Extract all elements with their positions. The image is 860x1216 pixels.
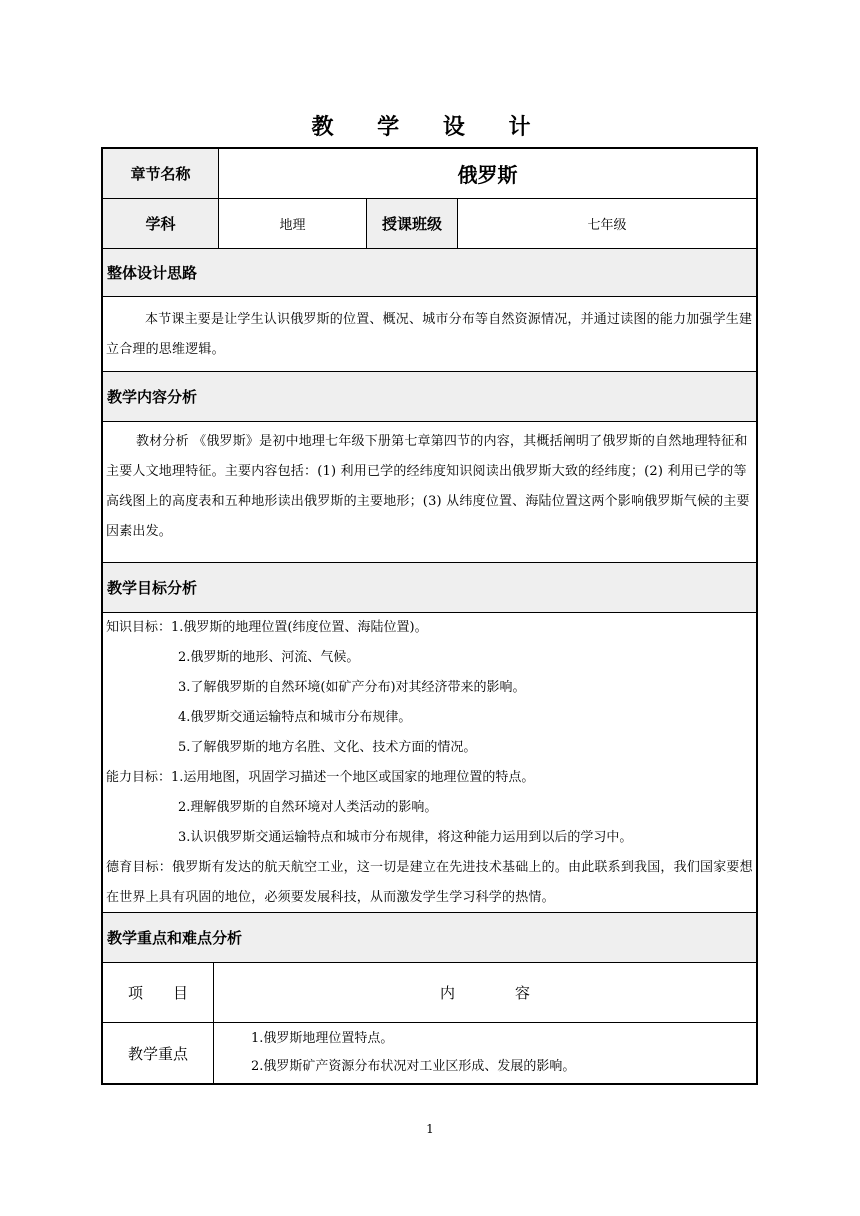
knowledge-item: 2.俄罗斯的地形、河流、气候。 [178,650,360,665]
row-label: 教学重点 [103,1023,214,1083]
ability-label: 能力目标： [106,770,172,785]
content-heading: 教学内容分析 [107,388,198,406]
knowledge-item: 3.了解俄罗斯的自然环境(如矿产分布)对其经济带来的影响。 [178,680,526,695]
moral-text: 俄罗斯有发达的航天航空工业，这一切是建立在先进技术基础上的。由此联系到我国，我们国家要想在世界上具有巩固的地位，必须要发展科技，从而激发学生学习科学的热情。 [106,860,753,905]
subject-label: 学科 [103,199,219,248]
keypoint-item: 1.俄罗斯地理位置特点。 [251,1031,394,1046]
keypoints-heading: 教学重点和难点分析 [107,929,243,947]
ability-item: 1.运用地图，巩固学习描述一个地区或国家的地理位置的特点。 [171,770,535,785]
class-label: 授课班级 [367,199,458,248]
keypoints-heading-row [103,913,756,963]
overall-text: 本节课主要是让学生认识俄罗斯的位置、概况、城市分布等自然资源情况，并通过读图的能力加强学生建立合理的思维逻辑。 [106,312,753,357]
overall-heading: 整体设计思路 [107,264,198,282]
moral-label: 德育目标： [106,860,173,875]
ability-item: 3.认识俄罗斯交通运输特点和城市分布规律，将这种能力运用到以后的学习中。 [178,830,633,845]
content-body [103,422,756,563]
chapter-value: 俄罗斯 [457,163,518,187]
overall-heading-row [103,249,756,297]
ability-item: 2.理解俄罗斯的自然环境对人类活动的影响。 [178,800,438,815]
knowledge-item: 4.俄罗斯交通运输特点和城市分布规律。 [178,710,412,725]
objectives-heading: 教学目标分析 [107,579,198,597]
row-content [214,1023,756,1083]
knowledge-label: 知识目标： [106,620,172,635]
content-text: 教材分析 《俄罗斯》是初中地理七年级下册第七章第四节的内容，其概括阐明了俄罗斯的自然地理特征和主要人文地理特征。主要内容包括：(1) 利用已学的经纬度知识阅读出俄罗斯大致的经纬度；(2) 利用已学的等高线图上的高度表和五种地形读出俄罗斯的主要地形；(3) 从纬度位置、海陆位置这两个影响俄罗斯气候的主要因素出发。 [106,434,750,539]
moral-objective [103,853,756,913]
class-value: 七年级 [587,218,627,233]
keypoints-header-row [103,963,756,1023]
lesson-plan-table [101,147,758,1085]
overall-body [103,297,756,372]
content-heading-row [103,372,756,422]
keypoint-item: 2.俄罗斯矿产资源分布状况对工业区形成、发展的影响。 [251,1059,576,1074]
subject-value: 地理 [219,199,367,248]
col-content-header: 内 容 [439,984,530,1002]
chapter-row [103,149,756,199]
chapter-label: 章节名称 [103,149,219,198]
page-number: 1 [426,1122,434,1136]
knowledge-line-1 [103,613,756,643]
objectives-heading-row [103,563,756,613]
objectives-body [103,613,756,913]
subject-row [103,199,756,249]
keypoints-row [103,1023,756,1083]
knowledge-item: 1.俄罗斯的地理位置(纬度位置、海陆位置)。 [171,620,428,635]
page-title: 教 学 设 计 [311,115,549,140]
knowledge-item: 5.了解俄罗斯的地方名胜、文化、技术方面的情况。 [178,740,477,755]
col-item-header: 项 目 [103,963,214,1022]
ability-line-1 [103,763,756,793]
